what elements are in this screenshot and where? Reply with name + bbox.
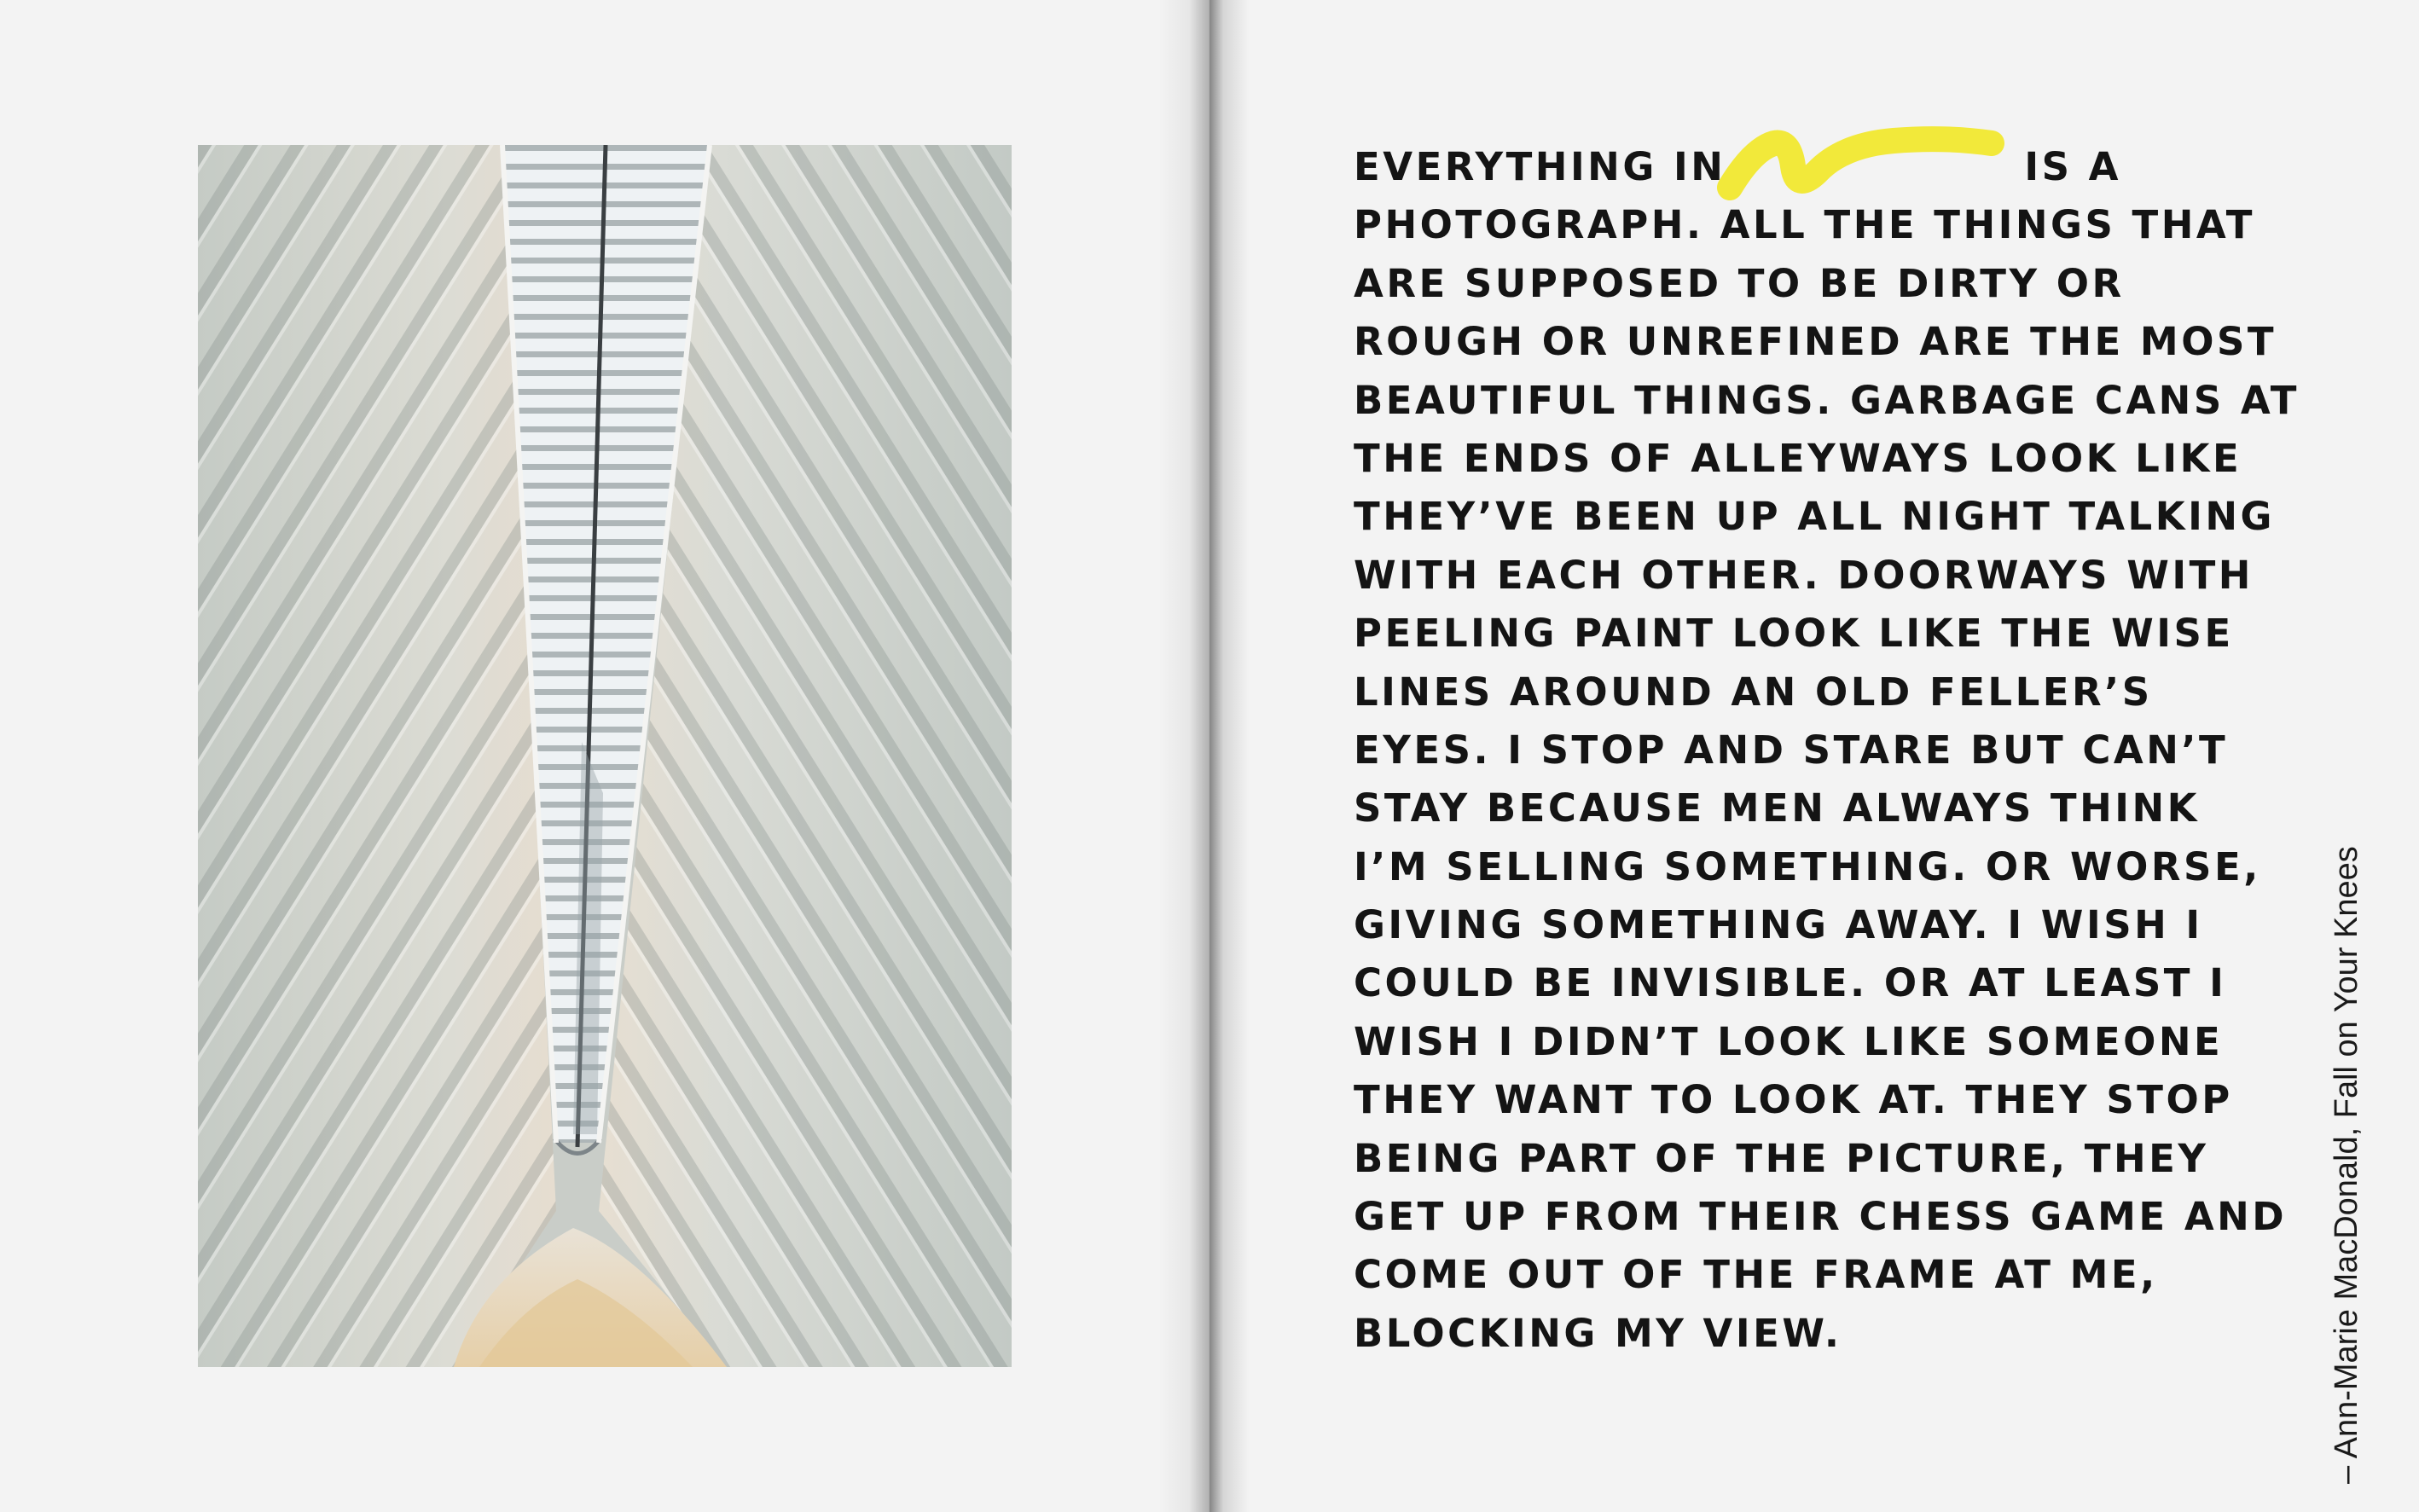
quote-line: BEING PART OF THE PICTURE, THEY <box>1354 1135 2209 1181</box>
gutter-shadow <box>1210 0 1249 1512</box>
quote-line: GET UP FROM THEIR CHESS GAME AND <box>1354 1194 2288 1240</box>
quote-text <box>1354 138 2300 1363</box>
architecture-photo <box>198 145 1012 1367</box>
quote-line-text: EVERYTHING IN <box>1354 144 1726 189</box>
quote-line: I’M SELLING SOMETHING. OR WORSE, <box>1354 843 2261 889</box>
quote-line-text: IS A <box>2024 144 2122 189</box>
quote-line: ARE SUPPOSED TO BE DIRTY OR <box>1354 260 2125 306</box>
quote-line: THEY’VE BEEN UP ALL NIGHT TALKING <box>1354 494 2275 540</box>
quote-line: THE ENDS OF ALLEYWAYS LOOK LIKE <box>1354 435 2242 481</box>
quote-line: LINES AROUND AN OLD FELLER’S <box>1354 669 2153 715</box>
quote-attribution: – Ann-Marie MacDonald, Fall on Your Knees <box>2329 846 2364 1484</box>
quote-line: STAY BECAUSE MEN ALWAYS THINK <box>1354 785 2201 831</box>
quote-line: WITH EACH OTHER. DOORWAYS WITH <box>1354 552 2254 598</box>
quote-line: THEY WANT TO LOOK AT. THEY STOP <box>1354 1077 2233 1123</box>
quote-line: WISH I DIDN’T LOOK LIKE SOMEONE <box>1354 1018 2224 1064</box>
quote-line: PHOTOGRAPH. ALL THE THINGS THAT <box>1354 202 2255 248</box>
quote-line: GIVING SOMETHING AWAY. I WISH I <box>1354 902 2203 948</box>
quote-line: COME OUT OF THE FRAME AT ME, <box>1354 1252 2158 1298</box>
quote-line: PEELING PAINT LOOK LIKE THE WISE <box>1354 611 2234 657</box>
quote-line <box>1354 138 2275 196</box>
quote-line: BLOCKING MY VIEW. <box>1354 1310 1842 1356</box>
quote-line: EYES. I STOP AND STARE BUT CAN’T <box>1354 727 2229 773</box>
quote-line: BEAUTIFUL THINGS. GARBAGE CANS AT <box>1354 377 2300 423</box>
quote-line: COULD BE INVISIBLE. OR AT LEAST I <box>1354 960 2227 1006</box>
quote-line: ROUGH OR UNREFINED ARE THE MOST <box>1354 319 2277 365</box>
gutter-shadow <box>1158 0 1210 1512</box>
